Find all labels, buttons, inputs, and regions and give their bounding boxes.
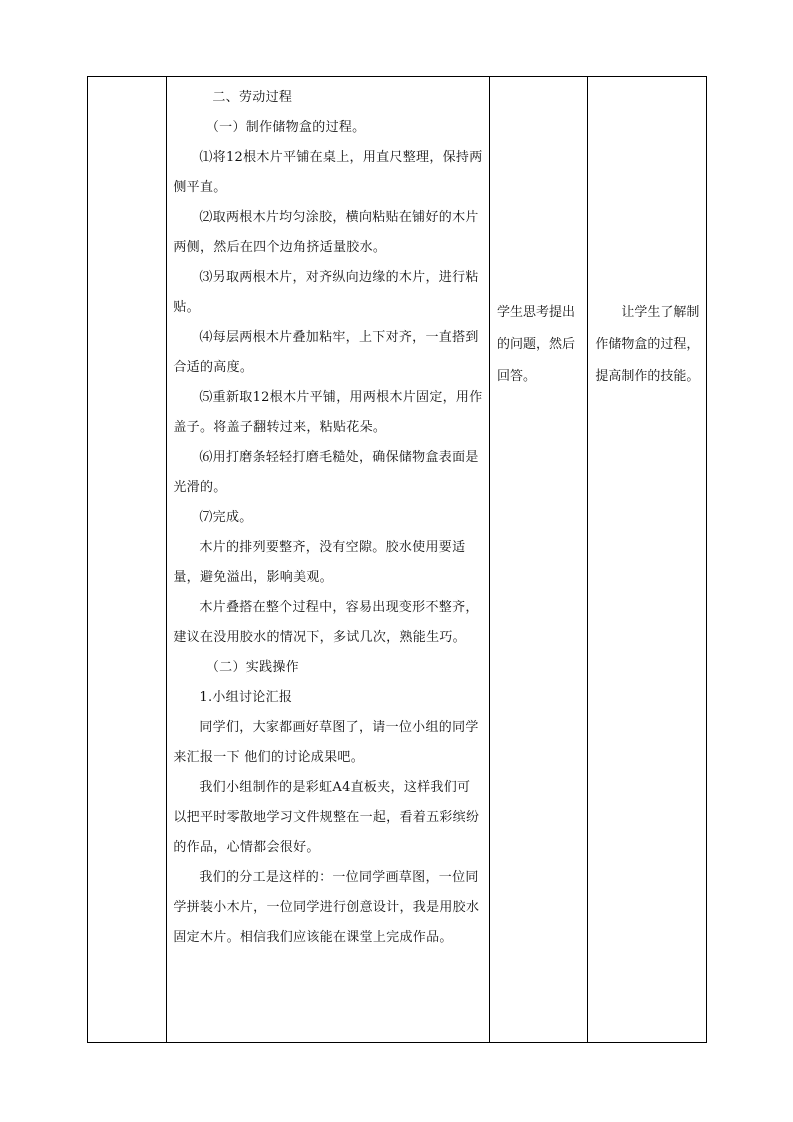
step-6: ⑹用打磨条轻轻打磨毛糙处，确保储物盒表面是光滑的。 (173, 450, 479, 495)
student-activity-cell (489, 77, 587, 1043)
teaching-process-cell (167, 77, 490, 1043)
step-3: ⑶另取两根木片，对齐纵向边缘的木片，进行粘贴。 (173, 270, 479, 315)
table-row (88, 77, 707, 1043)
item-heading: 1.小组讨论汇报 (199, 690, 293, 705)
design-intent-cell (588, 77, 707, 1043)
step-2: ⑵取两根木片均匀涂胶，横向粘贴在铺好的木片两侧，然后在四个边角挤适量胶水。 (173, 210, 479, 255)
empty-cell (88, 77, 167, 1043)
section-heading: 二、劳动过程 (212, 90, 293, 105)
subsection-heading-2: （二）实践操作 (205, 660, 299, 675)
design-intent-text: 让学生了解制作储物盒的过程，提高制作的技能。 (595, 305, 700, 384)
step-5: ⑸重新取12根木片平铺，用两根木片固定，用作盖子。将盖子翻转过来，粘贴花朵。 (173, 390, 483, 435)
paragraph-3: 我们的分工是这样的：一位同学画草图，一位同学拼装小木片，一位同学进行创意设计，我是用胶水固定木片。相信我们应该能在课堂上完成作品。 (173, 870, 480, 945)
paragraph-2: 我们小组制作的是彩虹A4直板夹，这样我们可以把平时零散地学习文件规整在一起，看着五彩缤纷的作品，心情都会很好。 (173, 780, 480, 855)
note-2: 木片叠搭在整个过程中，容易出现变形不整齐，建议在没用胶水的情况下，多试几次，熟能生巧。 (173, 600, 479, 645)
step-4: ⑷每层两根木片叠加粘牢，上下对齐，一直搭到合适的高度。 (173, 330, 479, 375)
subsection-heading-1: （一）制作储物盒的过程。 (205, 120, 366, 135)
step-1: ⑴将12根木片平铺在桌上，用直尺整理，保持两侧平直。 (173, 150, 483, 195)
note-1: 木片的排列要整齐，没有空隙。胶水使用要适量，避免溢出，影响美观。 (173, 540, 466, 585)
lesson-table (87, 76, 707, 1043)
paragraph-1: 同学们，大家都画好草图了，请一位小组的同学来汇报一下 他们的讨论成果吧。 (173, 720, 479, 765)
step-7: ⑺完成。 (199, 510, 253, 525)
student-activity-text: 学生思考提出的问题，然后回答。 (496, 305, 575, 384)
